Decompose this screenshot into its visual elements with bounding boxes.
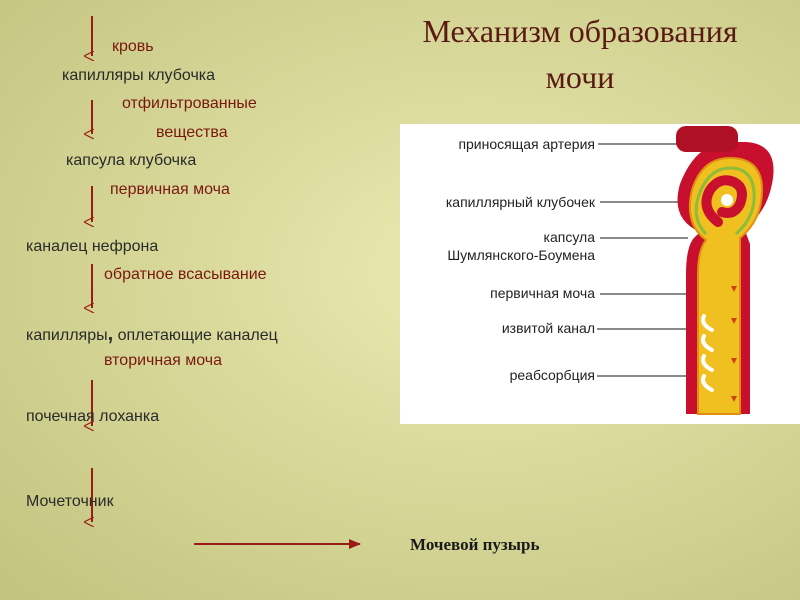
flow-capillaries: капилляры — [26, 327, 108, 344]
label-afferent-artery: приносящая артерия — [458, 136, 595, 152]
flow-capillaries-line — [26, 323, 278, 346]
flow-filtered-2: вещества — [156, 124, 228, 141]
nephron-illustration — [400, 124, 800, 424]
label-primary-urine: первичная моча — [490, 285, 595, 301]
label-capsule-1: капсула — [543, 229, 595, 245]
flow-secondary-urine: вторичная моча — [104, 352, 222, 369]
label-convoluted-tubule: извитой канал — [501, 320, 595, 336]
label-capillary-glomerulus: капиллярный клубочек — [445, 194, 595, 210]
flow-comma: , — [107, 323, 114, 345]
flow-blood: кровь — [112, 38, 154, 55]
flow-entwining: оплетающие каналец — [117, 327, 278, 344]
label-reabsorption: реабсорбция — [509, 367, 595, 383]
flow-ureter: Мочеточник — [26, 493, 114, 510]
flow-bladder: Мочевой пузырь — [410, 535, 540, 554]
flow-renal-pelvis: почечная лоханка — [26, 408, 160, 425]
flow-nephron-tubule: каналец нефрона — [26, 238, 159, 255]
nephron-diagram — [400, 124, 800, 424]
flow-reabsorption: обратное всасывание — [104, 266, 267, 283]
flow-glomerulus-capillaries: капилляры клубочка — [62, 67, 216, 84]
title-line-1: Механизм образования — [422, 13, 738, 49]
flow-filtered-1: отфильтрованные — [122, 95, 257, 112]
flow-capsule: капсула клубочка — [66, 152, 197, 169]
label-capsule-2: Шумлянского-Боумена — [447, 247, 595, 263]
flow-primary-urine: первичная моча — [110, 181, 230, 198]
title-line-2: мочи — [545, 59, 615, 95]
